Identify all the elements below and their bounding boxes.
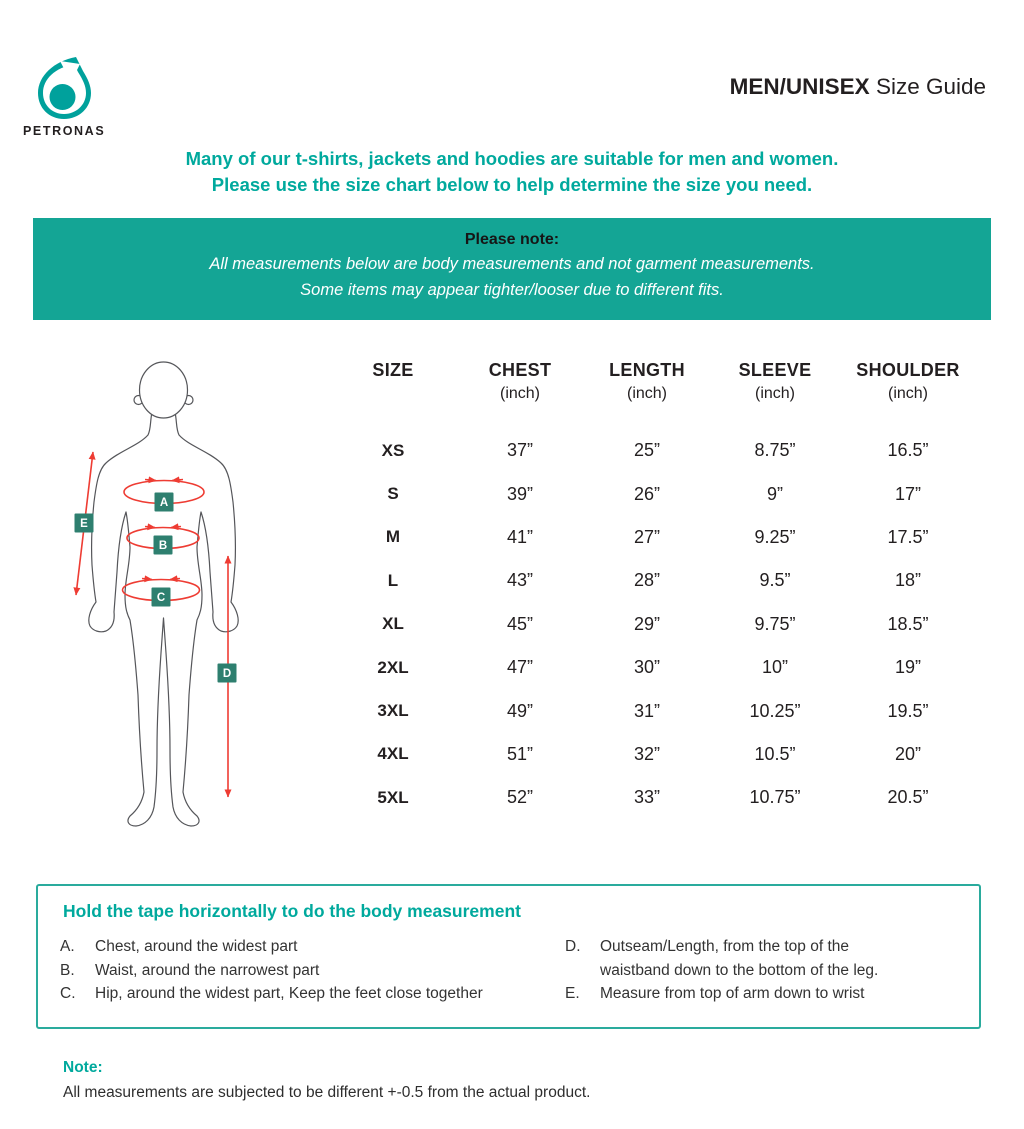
table-row: S 39” 26” 9” 17”	[387, 483, 921, 504]
hip-arrow-left	[142, 579, 152, 580]
chest-arrow-right	[172, 480, 183, 481]
notice-title: Please note:	[464, 231, 560, 248]
size-table-rows	[330, 429, 976, 820]
intro-text	[0, 146, 1024, 197]
instructions-right-column	[565, 935, 965, 1006]
list-item	[60, 982, 565, 1006]
item-text: Outseam/Length, from the top of the waistband down to the bottom of the leg.	[600, 938, 879, 979]
badge-sleeve-label: E	[80, 518, 88, 530]
badge-waist-label: B	[158, 540, 168, 552]
badge-chest-label: A	[159, 497, 169, 509]
item-text: Waist, around the narrowest part	[95, 961, 320, 979]
item-key: E.	[565, 985, 580, 1002]
item-text: Hip, around the widest part, Keep the feet close together	[95, 985, 483, 1002]
waist-arrow-left	[145, 527, 155, 528]
item-key: D.	[565, 938, 581, 955]
figure-head	[140, 362, 188, 418]
footnote	[63, 1055, 590, 1105]
petronas-drop-icon	[36, 56, 93, 120]
table-row: M 41” 27” 9.25” 17.5”	[385, 526, 929, 547]
list-item	[60, 959, 565, 983]
table-row: 5XL 52” 33” 10.75” 20.5”	[377, 787, 929, 808]
badge-outseam-label: D	[222, 668, 232, 680]
page-title-regular: Size Guide	[875, 74, 986, 99]
item-key: A.	[60, 938, 75, 955]
table-row: 2XL 47” 30” 10” 19”	[377, 657, 921, 678]
instructions-title: Hold the tape horizontally to do the body measurement	[63, 901, 521, 921]
table-row: XL 45” 29” 9.75” 18.5”	[382, 613, 929, 634]
body-measurement-diagram	[40, 350, 320, 840]
instructions-left-column	[60, 935, 565, 1006]
col-header-size: SIZE	[372, 360, 414, 380]
col-header-shoulder: SHOULDER (inch)	[856, 360, 960, 402]
footnote-title: Note:	[63, 1059, 103, 1076]
item-key: B.	[60, 961, 75, 979]
item-text: Measure from top of arm down to wrist	[600, 985, 865, 1002]
size-table	[330, 360, 976, 820]
intro-line-2: Please use the size chart below to help determine the size you need.	[211, 173, 813, 195]
col-header-chest: CHEST (inch)	[488, 360, 552, 402]
chest-arrow-left	[145, 480, 156, 481]
badge-hip-label: C	[156, 592, 166, 604]
figure-body-outline	[89, 412, 238, 826]
waist-arrow-right	[171, 527, 181, 528]
list-item	[565, 982, 965, 1006]
notice-line-1: All measurements below are body measurements and not garment measurements.	[209, 255, 815, 273]
table-row: 4XL 51” 32” 10.5” 20”	[377, 743, 921, 764]
table-row: XS 37” 25” 8.75” 16.5”	[381, 440, 929, 461]
table-row: L 43” 28” 9.5” 18”	[387, 570, 921, 591]
size-table-header	[330, 360, 976, 403]
instructions-box	[36, 884, 981, 1029]
logo-wordmark: PETRONAS	[23, 124, 106, 138]
petronas-logo	[23, 56, 105, 138]
page-title	[730, 74, 986, 100]
intro-line-1: Many of our t-shirts, jackets and hoodies are suitable for men and women.	[185, 148, 839, 169]
footnote-text: All measurements are subjected to be different +-0.5 from the actual product.	[63, 1084, 591, 1101]
col-header-length: LENGTH (inch)	[609, 360, 685, 402]
notice-line-2: Some items may appear tighter/looser due to different fits.	[300, 280, 724, 299]
table-row: 3XL 49” 31” 10.25” 19.5”	[377, 700, 929, 721]
hip-arrow-right	[170, 579, 180, 580]
item-key: C.	[60, 985, 76, 1002]
instructions-columns	[38, 935, 979, 1006]
list-item	[565, 935, 965, 982]
col-header-sleeve: SLEEVE (inch)	[738, 360, 812, 402]
page-title-bold: MEN/UNISEX	[729, 74, 870, 99]
notice-banner	[33, 218, 991, 320]
item-text: Chest, around the widest part	[95, 938, 298, 955]
list-item	[60, 935, 565, 959]
